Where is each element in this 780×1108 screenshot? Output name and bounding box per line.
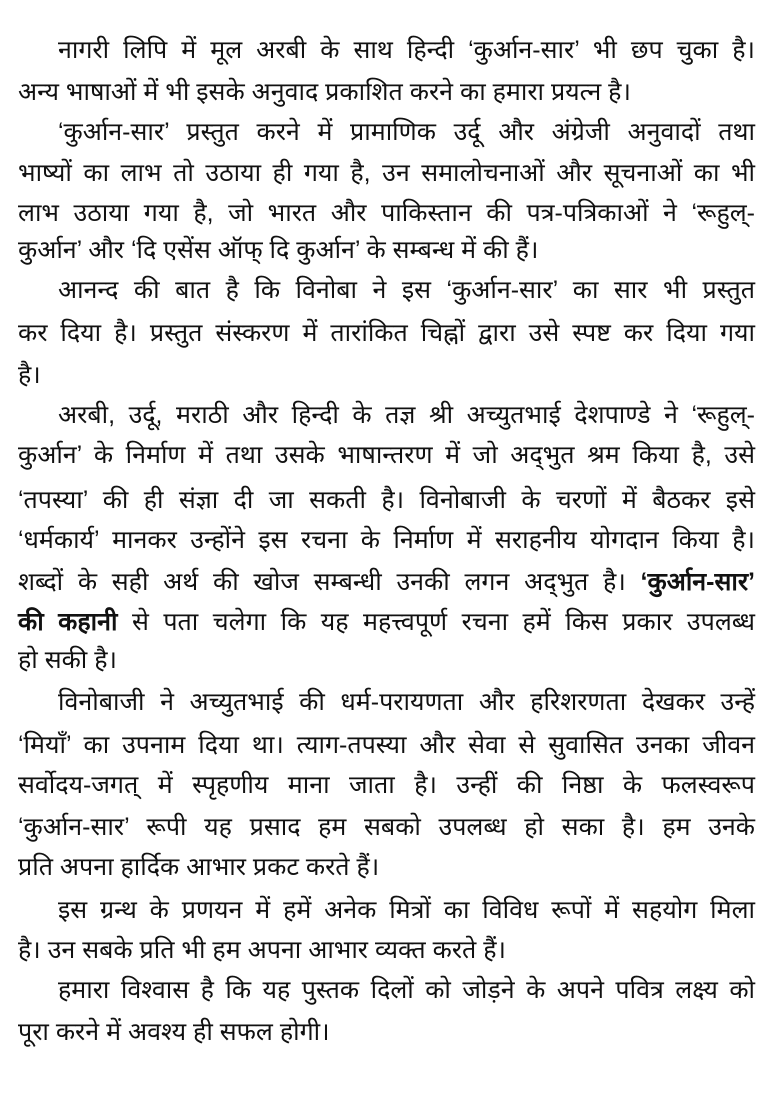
- text-line: [18, 602, 755, 642]
- text-line: विनोबाजी ने अच्युतभाई की धर्म-परायणता और हरिशरणता देखकर उन्हें: [58, 688, 755, 716]
- text-line: नागरी लिपि में मूल अरबी के साथ हिन्दी ‘कुर्आन-सार’ भी छप चुका है।: [58, 36, 755, 64]
- bold-title-segment: की कहानी: [18, 608, 118, 636]
- text-line: हमारा विश्वास है कि यह पुस्तक दिलों को जोड़ने के अपने पवित्र लक्ष्य को: [58, 976, 755, 1004]
- text-line: ‘धर्मकार्य’ मानकर उन्होंने इस रचना के निर्माण में सराहनीय योगदान किया है।: [18, 526, 755, 554]
- text-line: अन्य भाषाओं में भी इसके अनुवाद प्रकाशित करने का हमारा प्रयत्न है।: [18, 78, 631, 106]
- text-line: कर दिया है। प्रस्तुत संस्करण में तारांकित चिह्नों द्वारा उसे स्पष्ट कर दिया गया: [18, 319, 755, 347]
- text-line: कुर्आन’ के निर्माण में तथा उसके भाषान्तरण में जो अद्‌भुत श्रम किया है, उसे: [18, 441, 755, 469]
- text-line: हो सकी है।: [18, 646, 117, 674]
- text-line: भाष्यों का लाभ तो उठाया ही गया है, उन समालोचनाओं और सूचनाओं का भी: [18, 159, 755, 187]
- text-line: [18, 562, 755, 602]
- text-line: ‘कुर्आन-सार’ रूपी यह प्रसाद हम सबको उपलब्ध हो सका है। हम उनके: [18, 813, 755, 841]
- text-line: पूरा करने में अवश्य ही सफल होगी।: [18, 1018, 330, 1046]
- text-line: प्रति अपना हार्दिक आभार प्रकट करते हैं।: [18, 853, 380, 881]
- text-line: आनन्द की बात है कि विनोबा ने इस ‘कुर्आन-सार’ का सार भी प्रस्तुत: [58, 276, 755, 304]
- text-line: अरबी, उर्दू, मराठी और हिन्दी के तज्ञ श्री अच्युतभाई देशपाण्डे ने ‘रूहुल्-: [58, 401, 755, 429]
- text-line: है। उन सबके प्रति भी हम अपना आभार व्यक्त करते हैं।: [18, 936, 506, 964]
- text-segment: से पता चलेगा कि यह महत्त्वपूर्ण रचना हमें किस प्रकार उपलब्ध: [117, 608, 755, 636]
- bold-title-segment: ‘कुर्आन-सार’: [640, 568, 755, 596]
- text-line: ‘तपस्या’ की ही संज्ञा दी जा सकती है। विनोबाजी के चरणों में बैठकर इसे: [18, 486, 755, 514]
- text-line: लाभ उठाया गया है, जो भारत और पाकिस्तान की पत्र-पत्रिकाओं ने ‘रूहुल्-: [18, 199, 755, 227]
- text-segment: शब्दों के सही अर्थ की खोज सम्बन्धी उनकी लगन अद्‌भुत है।: [18, 568, 641, 596]
- text-line: ‘कुर्आन-सार’ प्रस्तुत करने में प्रामाणिक उर्दू और अंग्रेजी अनुवादों तथा: [58, 118, 755, 146]
- text-line: ‘मियाँ’ का उपनाम दिया था। त्याग-तपस्या और सेवा से सुवासित उनका जीवन: [18, 731, 755, 759]
- text-line: इस ग्रन्थ के प्रणयन में हमें अनेक मित्रों का विविध रूपों में सहयोग मिला: [58, 896, 755, 924]
- text-line: कुर्आन’ और ‘दि एसेंस ऑफ् दि कुर्आन’ के सम्बन्ध में की हैं।: [18, 236, 539, 264]
- text-line: सर्वोदय-जगत् में स्पृहणीय माना जाता है। उन्हीं की निष्ठा के फलस्वरूप: [18, 771, 755, 799]
- text-line: है।: [18, 361, 41, 389]
